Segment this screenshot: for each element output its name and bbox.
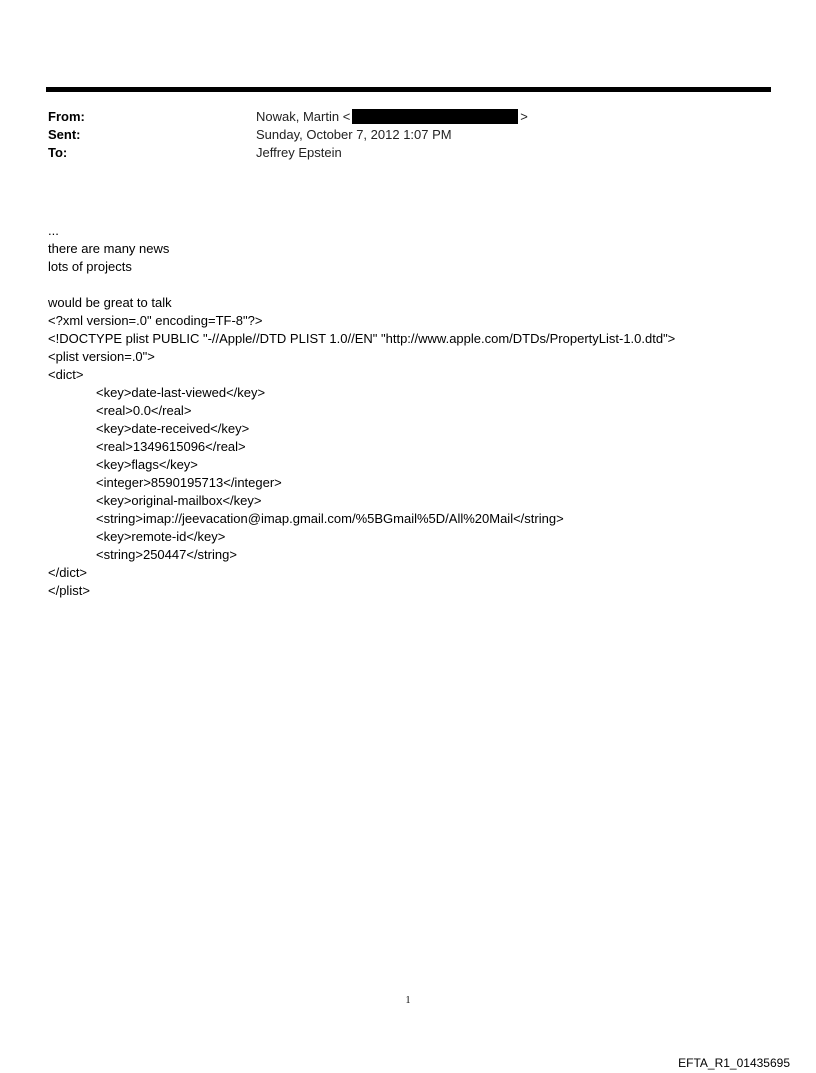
dict-line: <string>imap://jeevacation@imap.gmail.com/%5BGmail%5D/All%20Mail</string> <box>96 511 564 526</box>
to-label: To: <box>48 145 68 160</box>
from-close: > <box>520 109 528 124</box>
body-line: <dict> <box>48 367 84 382</box>
page-number: 1 <box>405 995 411 1006</box>
dict-line: <real>0.0</real> <box>96 403 192 418</box>
dict-line: <key>original-mailbox</key> <box>96 493 262 508</box>
redaction-block <box>352 109 518 124</box>
dict-line: <key>flags</key> <box>96 457 198 472</box>
closing-line: </dict> <box>48 565 88 580</box>
header-rule <box>46 87 771 92</box>
sent-value: Sunday, October 7, 2012 1:07 PM <box>256 127 452 142</box>
dict-line: <key>date-last-viewed</key> <box>96 385 266 400</box>
body-line: lots of projects <box>48 259 132 274</box>
body-line: <plist version=.0"> <box>48 349 155 364</box>
from-value <box>256 108 528 126</box>
body-line: there are many news <box>48 241 170 256</box>
dict-line: <integer>8590195713</integer> <box>96 475 282 490</box>
from-name: Nowak, Martin < <box>256 109 351 124</box>
dict-line: <key>date-received</key> <box>96 421 250 436</box>
body-line: would be great to talk <box>48 295 172 310</box>
body-line: <!DOCTYPE plist PUBLIC "-//Apple//DTD PLIST 1.0//EN" "http://www.apple.com/DTDs/PropertyList-1.0.dtd"> <box>48 331 676 346</box>
from-label: From: <box>48 109 85 124</box>
document-id: EFTA_R1_01435695 <box>678 1056 790 1070</box>
body-line <box>48 276 788 294</box>
closing-line: </plist> <box>48 583 90 598</box>
dict-line: <real>1349615096</real> <box>96 439 246 454</box>
to-value: Jeffrey Epstein <box>256 145 342 160</box>
dict-line: <key>remote-id</key> <box>96 529 226 544</box>
body-line: <?xml version=.0" encoding=TF-8"?> <box>48 313 263 328</box>
message-body <box>48 222 788 600</box>
sent-label: Sent: <box>48 127 81 142</box>
dict-line: <string>250447</string> <box>96 547 237 562</box>
body-line: ... <box>48 223 59 238</box>
